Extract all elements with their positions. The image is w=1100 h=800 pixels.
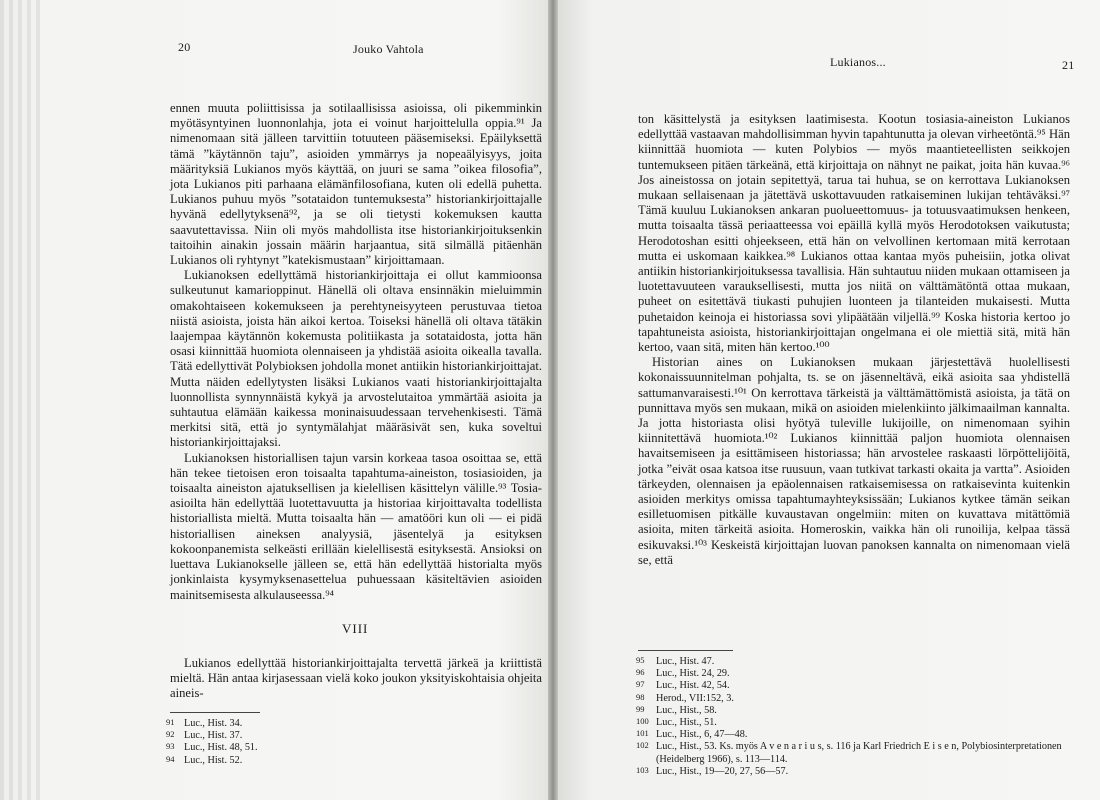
footnotes-right xyxy=(636,656,1070,778)
book-gutter xyxy=(548,0,558,800)
footnote-number: 92 xyxy=(166,729,175,740)
footnote-number: 96 xyxy=(636,667,645,678)
footnote-number: 102 xyxy=(636,740,649,751)
footnote-text: Luc., Hist. 37. xyxy=(184,730,243,742)
footnote xyxy=(166,730,366,742)
footnotes-left xyxy=(166,718,366,767)
footnote-number: 100 xyxy=(636,716,649,727)
paragraph: ennen muuta poliittisissa ja sotilaallisissa asioissa, oli pikemminkin myötäsyntyinen luonnonlahja, jota ei voinut harjoittelulla oppia.⁹¹ Ja nimenomaan sitä jälleen tarvittiin totuuteen pääsemiseksi. Epäilyksettä tämä ”käytännön taju”, asioiden ymmärrys ja nopeaälyisyys, joita määrityksiä Lukianos myös käyttää, on juuri se sama ”oikea filosofia”, jota Lukianos piti parhaana elämänfilosofiana, kuten oli edellä puhetta. Lukianos puhuu myös ”sotataidon tuntemuksesta” historiankirjoittajalle hyvänä edellytyksenä⁹², ja se oli tietysti kokemuksen kautta saavutettavissa. Niin oli myös mahdollista itse historiankirjoituksenkin taitoihin ainakin jossain määrin harjaantua, sitä silmällä pitäenhän Lukianos oli ryhtynyt ”katekismustaan” kirjoittamaan. xyxy=(170,101,542,268)
footnote-number: 101 xyxy=(636,728,649,739)
footnote-text: Luc., Hist. 48, 51. xyxy=(184,742,258,754)
paragraph: Lukianoksen edellyttämä historiankirjoittaja ei ollut kammioonsa sulkeutunut kamarioppinut. Hänellä oli oltava ensinnäkin mieluimmin omakohtaiseen kokemukseen ja perehtyneisyyteen perustuvaa tietoa niistä asioista, joista hän aikoi kertoa. Toiseksi hänellä oli oltava tätäkin laajempaa käytännön kokemusta politiikasta ja sotataidosta, jotta hän osasi kiinnittää huomiota olennaiseen ja yhdistää asioita oikealla tavalla. Tätä edellyttivät Polybioksen johdolla monet antiikin historiankirjoittajat. Mutta näiden edellytysten lisäksi Lukianos vaati historiankirjoittajalta luonnollista synnynnäistä kykyä ja arvostelutaitoa ymmärtää asioita ja suhtautua elämään kaikessa moninaisuudessaan tervehenkisesti. Tämä merkitsi sitä, että jo syntymälahjat määräsivät sen, kuka soveltui historiankirjoittajaksi. xyxy=(170,268,542,450)
footnote-text: Luc., Hist. 47. xyxy=(656,656,715,667)
footnote xyxy=(636,656,1070,668)
section-heading: VIII xyxy=(342,621,369,636)
paragraph: ton käsittelystä ja esityksen laatimisesta. Kootun tosiasia-aineiston Lukianos edellyttää vastaavan mahdollisimman hyvin tapahtunutta ja olevan virheetöntä.⁹⁵ Hän kiinnittää huomiota — kuten Polybios — myös maantieteellisten seikkojen tuntemukseen pitäen tärkeänä, että kirjoittaja on nähnyt ne paikat, joita hän kuvaa.⁹⁶ Jos aineistossa on jotain sepitettyä, tarua tai huhua, se on kerrottava Lukianoksen mukaan sellaisenaan ja jätettävä uskottavuuden ratkaiseminen lukijan tehtäväksi.⁹⁷ Tämä kuuluu Lukianoksen ankaran puolueettomuus- ja totuusvaatimuksen henkeen, mutta toisaalta tässä periaatteessa voi epäillä kyllä myös Herodotoksen vaikutusta; Herodotoshan esitti ohjeekseen, että hän on velvollinen kertomaan mitä kerrotaan mutta ei uskomaan kaikkea.⁹⁸ Lukianos ottaa kantaa myös puheisiin, jotka olivat antiikin historiankirjoituksessa tavallisia. Hän suhtautuu niiden mukaan ottamiseen ja luotettavuuteen varauksellisesti, mutta jos niitä on välttämätöntä ottaa mukaan, puheet on esitettävä tiukasti puhujien luonteen ja tilanteiden mukaisesti. Mutta puhetaidon keinoja ei historiassa sovi ylipäätään viljellä.⁹⁹ Koska historia kertoo jo tapahtuneista asioista, historiankirjoittajan ongelmana ei ole miettiä sitä, mitä hän kertoo, vaan sitä, miten hän kertoo.¹⁰⁰ xyxy=(638,112,1070,355)
footnote-rule xyxy=(638,650,733,651)
footnote-number: 103 xyxy=(636,764,649,775)
footnote-text: Luc., Hist., 58. xyxy=(656,704,717,716)
footnote-number: 99 xyxy=(636,703,645,714)
right-page xyxy=(552,0,1100,800)
footnote xyxy=(636,717,1070,729)
footnote-number: 94 xyxy=(166,753,175,764)
footnote-text: Herod., VII:152, 3. xyxy=(656,692,734,704)
footnote xyxy=(636,668,1070,680)
footnote-text: Luc., Hist., 19—20, 27, 56—57. xyxy=(656,765,789,777)
footnote xyxy=(166,742,366,754)
footnote xyxy=(636,766,1070,778)
footnote-text: Luc., Hist. 34. xyxy=(184,718,243,729)
footnote-text: Luc., Hist. 24, 29. xyxy=(656,668,730,680)
footnote xyxy=(636,741,1070,765)
paragraph: Lukianos edellyttää historiankirjoittajalta tervettä järkeä ja kriittistä mieltä. Hän antaa kirjasessaan vielä koko joukon yksityiskohtaisia ohjeita aineis- xyxy=(170,656,542,701)
left-body xyxy=(170,101,542,603)
footnote-number: 98 xyxy=(636,691,645,702)
paragraph: Historian aines on Lukianoksen mukaan järjestettävä huolellisesti kokonaissuunnitelman pohjalta, ts. se on jäsenneltävä, eikä asioita saa yhdistellä sattumanvaraisesti.¹⁰¹ On kerrottava tärkeistä ja välttämättömistä asioista, ja tätä on punnittava myös sen mukaan, mikä on asioiden mielenkiinto jälkimaailman kannalta. Ja jotta historiasta olisi hyötyä tuleville lukijoille, on nimenomaan syihin kiinnitettävä huomiota.¹⁰² Lukianos kiinnittää paljon huomiota olennaisen havaitsemiseen ja esittämiseen historiassa; hän arvostelee raskaasti lörpöttelijöitä, jotka ”eivät osaa katsoa itse ruusuun, vaan tutkivat tarkasti okaita ja vartta”. Asioiden tärkeyden, olennaisen ja epäolennaisen ratkaisemisessa on ratkaisevinta kuitenkin asioiden merkitys omissa tapahtumayhteyksissään; Lukianos kytkee tämän seikan esilletuomisen pitkälle kuvaustavan ongelmiin: miten on kuvattava mitättömiä asioita, miten tärkeitä asioita. Homeroskin, vaikka hän oli runoilija, kelpaa tässä esikuvaksi.¹⁰³ Keskeistä kirjoittajan luovan panoksen kannalta on nimenomaan vielä se, että xyxy=(638,355,1070,567)
paragraph: Lukianoksen historiallisen tajun varsin korkeaa tasoa osoittaa se, että hän tekee tietoisen eron toisaalta tapahtuma-aineiston, tosiasioiden, ja toisaalta aineiston ajatuksellisen ja kielellisen käsittelyn välille.⁹³ Tosia-asioilta hän edellyttää luotettavuutta ja historiaa kirjoittavalta todellista historiallista mieltä. Mutta toisaalta hän — amatööri kun oli — ei pidä historiallisen aineksen analyysiä, jäsentelyä ja esityksen kokoonpanemista selkeästi erillään kielellisestä esityksestä. Ansioksi on luettava Lukianokselle jälleen se, että hän edellyttää historialta myös jonkinlaista kysymyksenasettelua puhuessaan käsiteltävien asioiden mainitsemisesta alkulauseessa.⁹⁴ xyxy=(170,450,542,602)
footnote-text: Luc., Hist., 6, 47—48. xyxy=(656,729,748,741)
footnote xyxy=(166,718,366,730)
footnote-text: Luc., Hist., 51. xyxy=(656,717,717,729)
footnote xyxy=(636,680,1070,692)
page-edge-decoration xyxy=(0,0,40,800)
footnote-text: Luc., Hist. 42, 54. xyxy=(656,680,730,692)
section-body xyxy=(170,656,542,702)
right-body xyxy=(638,112,1070,568)
footnote-number: 91 xyxy=(166,717,175,727)
footnote-rule xyxy=(170,712,260,713)
running-head-right: Lukianos... xyxy=(830,55,886,69)
footnote-text: Luc., Hist. 52. xyxy=(184,754,243,766)
footnote xyxy=(636,693,1070,705)
running-head-left: Jouko Vahtola xyxy=(353,42,424,56)
footnote xyxy=(636,729,1070,741)
footnote-number: 97 xyxy=(636,679,645,690)
footnote xyxy=(636,705,1070,717)
footnote-number: 95 xyxy=(636,655,645,665)
footnote-text: Luc., Hist., 53. Ks. myös A v e n a r i u s, s. 116 ja Karl Friedrich E i s e n, Polybiosinterpretationen (Heidelberg 1966), s. 113—114. xyxy=(656,741,1062,765)
footnote-number: 93 xyxy=(166,741,175,752)
footnote xyxy=(166,755,366,767)
page-number-right: 21 xyxy=(1062,58,1075,72)
page-number-left: 20 xyxy=(178,40,191,54)
